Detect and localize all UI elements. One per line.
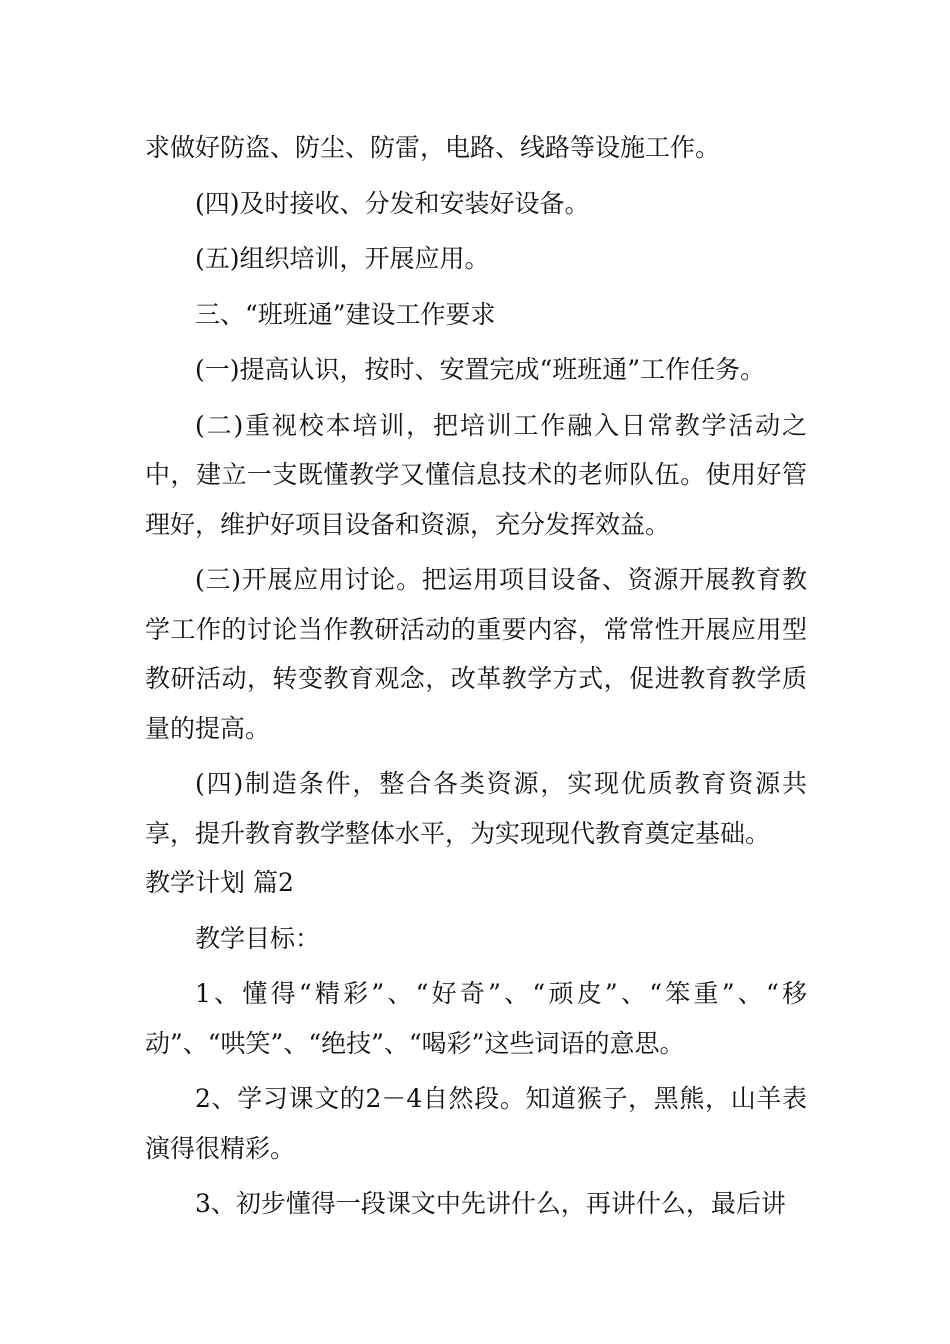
paragraph-requirement-four: (四)制造条件，整合各类资源，实现优质教育资源共享，提升教育教学整体水平，为实现现代教育奠定基础。 [145, 769, 807, 848]
teaching-goal-two: 2、学习课文的2－4自然段。知道猴子，黑熊，山羊表演得很精彩。 [145, 1084, 807, 1163]
teaching-goals-heading: 教学目标： [195, 923, 321, 953]
section-heading-requirements: 三、“班班通”建设工作要求 [195, 299, 496, 329]
paragraph-item-four: (四)及时接收、分发和安装好设备。 [195, 188, 590, 218]
document-title-plan-2: 教学计划 篇2 [145, 868, 294, 897]
paragraph-continuation: 求做好防盗、防尘、防雷，电路、线路等设施工作。 [145, 133, 721, 162]
paragraph-item-five: (五)组织培训，开展应用。 [195, 244, 490, 273]
document-body [145, 123, 807, 1229]
teaching-goal-three: 3、初步懂得一段课文中先讲什么，再讲什么，最后讲 [195, 1189, 786, 1218]
teaching-goal-one: 1、懂得“精彩”、“好奇”、“顽皮”、“笨重”、“移动”、“哄笑”、“绝技”、“喝彩”这些词语的意思。 [145, 979, 807, 1058]
paragraph-requirement-one: (一)提高认识，按时、安置完成“班班通”工作任务。 [195, 355, 766, 384]
paragraph-requirement-three: (三)开展应用讨论。把运用项目设备、资源开展教育教学工作的讨论当作教研活动的重要内容，常常性开展应用型教研活动，转变教育观念，改革教学方式，促进教育教学质量的提高。 [145, 565, 807, 743]
paragraph-requirement-two: (二)重视校本培训，把培训工作融入日常教学活动之中，建立一支既懂教学又懂信息技术的老师队伍。使用好管理好，维护好项目设备和资源，充分发挥效益。 [145, 410, 807, 539]
